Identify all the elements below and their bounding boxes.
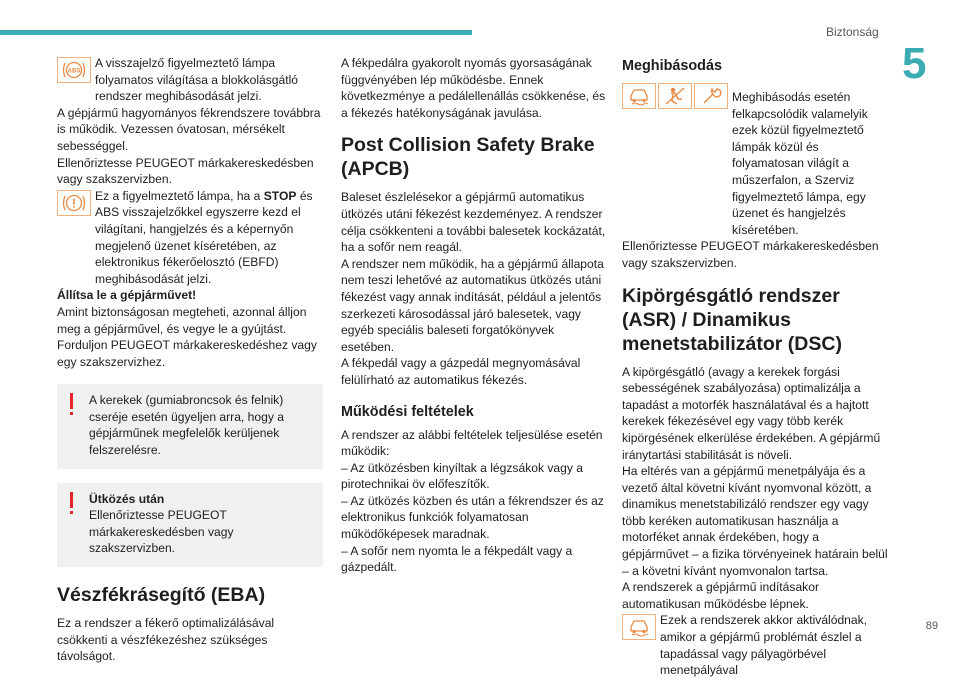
asr-dsc-heading: Kipörgésgátló rendszer (ASR) / Dinamikus menetstabilizátor (DSC) — [622, 284, 842, 355]
brake-warning-icon — [57, 190, 91, 216]
stop-paragraph-2: Forduljon PEUGEOT márkakereskedéshez vagy egy szakszervizhez. — [57, 338, 317, 369]
eba-continued-text: A fékpedálra gyakorolt nyomás gyorsaságának függvényében lép működésbe. Ennek következménye a pedálellenállás csökkenése, és a fékezés hatékonyságának javulása. — [341, 56, 606, 120]
after-collision-title: Ütközés után — [89, 491, 165, 506]
brake-warning-block — [57, 188, 323, 288]
svg-text:ABS: ABS — [67, 68, 81, 75]
wheel-change-note — [57, 384, 323, 468]
condition-item: – Az ütközésben kinyíltak a légzsákok vagy a pirotechnikai öv előfeszítők. — [341, 460, 584, 492]
apcb-paragraph-1: Baleset észlelésekor a gépjármű automatikus ütközés utáni fékezést kezdeményez. A rendszer célja csökkenteni a további balesetek kockázatát, ha a sofőr nem reagál. — [341, 190, 606, 255]
fault-icon-text: Meghibásodás esetén felkapcsolódik valamelyik ezek közül figyelmeztető lámpák közül és folyamatosan világít a műszerfalon, a Szerviz figyelmeztető lámpa, egy üzenet és hangjelzés kíséretében. — [732, 90, 868, 237]
apcb-paragraph-3: A fékpedál vagy a gázpedál megnyomásával felülírható az automatikus fékezés. — [341, 356, 581, 387]
service-wrench-icon — [694, 83, 728, 109]
asr-paragraph-3: A rendszerek a gépjármű indításakor automatikusan működésbe lépnek. — [622, 580, 819, 611]
apcb-paragraph-2: A rendszer nem működik, ha a gépjármű állapota nem teszi lehetővé az automatikus ütközés utáni fékezést vagy annak indítását, például a jelentős szerkezeti károsodással járó balesetek, vagy egyéb speciális baleseti forgatókönyvek esetében. — [341, 256, 604, 354]
abs-paragraph-2: Ellenőriztesse PEUGEOT márkakereskedésben vagy szakszervizben. — [57, 155, 314, 187]
eba-text: Ez a rendszer a fékerő optimalizálásával csökkenti a vészfékezéshez szükséges távolságot. — [57, 616, 275, 664]
stop-label: STOP — [263, 188, 297, 203]
abs-paragraph-1: A gépjármű hagyományos fékrendszere továbbra is működik. Vezessen óvatosan, mérsékelt sebességgel. — [57, 105, 321, 153]
esc-car-skid-icon — [622, 614, 656, 640]
section-title: Biztonság — [826, 25, 879, 39]
after-collision-text: Ellenőriztesse PEUGEOT márkakereskedésben vagy szakszervizben. — [89, 508, 234, 556]
stop-paragraph-1: Amint biztonságosan megteheti, azonnal álljon meg a gépjárművel, és vegye le a gyújtást. — [57, 304, 307, 336]
abs-warning-icon — [57, 57, 91, 83]
asr-icon-block — [622, 612, 888, 678]
fault-paragraph: Ellenőriztesse PEUGEOT márkakereskedésben vagy szakszervizben. — [622, 239, 879, 270]
apcb-heading: Post Collision Safety Brake (APCB) — [341, 134, 595, 181]
page-number: 89 — [925, 620, 938, 632]
condition-item: – Az ütközés közben és után a fékrendszer és az elektronikus funkciók folyamatosan működőképesek maradnak. — [341, 493, 604, 542]
condition-item: – A sofőr nem nyomta le a fékpedált vagy a gázpedált. — [341, 543, 573, 575]
after-collision-note — [57, 483, 323, 567]
chapter-number: 5 — [902, 39, 927, 88]
stop-vehicle-instruction: Állítsa le a gépjárművet! — [57, 288, 197, 303]
column-2 — [341, 55, 607, 576]
airbag-warning-icon — [658, 83, 692, 109]
column-1 — [57, 55, 323, 665]
fault-icons-block — [622, 81, 888, 238]
abs-warning-text: A visszajelző figyelmeztető lámpa folyamatos világítása a blokkolásgátló rendszer meghibásodását jelzi. — [95, 56, 299, 104]
conditions-intro: A rendszer az alábbi feltételek teljesülése esetén működik: — [341, 427, 603, 459]
column-3 — [622, 55, 888, 679]
asr-paragraph-1: A kipörgésgátló (avagy a kerekek forgási sebességének szabályozása) optimalizálja a tapadást a motorfék használatával és a hajtott kerekek fékezésével egy vagy több kerék kipörgésének elkerülése érdekében. A gépjármű iránytartási stabilitását is növeli. — [622, 364, 881, 462]
warning-exclamation-icon — [70, 492, 73, 508]
header-accent-bar — [0, 30, 472, 35]
asr-icon-text: Ezek a rendszerek akkor aktiválódnak, amikor a gépjármű problémát észlel a tapadással vagy pályagörbével menetpályával — [660, 613, 868, 678]
esc-car-skid-icon — [622, 83, 656, 109]
asr-paragraph-2: Ha eltérés van a gépjármű menetpályája és a vezető által követni kívánt nyomvonal között, a dinamikus menetstabilizáló rendszer egy vagy több keréken automatikusan használja a motorféket annak érdekében, hogy a gépjárművet – a fizika törvényeinek határain belül – a követni kívánt nyomvonalon tartsa. — [622, 464, 888, 578]
warning-exclamation-icon — [70, 393, 73, 409]
brake-warning-text: Ez a figyelmeztető lámpa, ha a STOP és ABS visszajelzőkkel egyszerre kezd el világítani, hangjelzés és a képernyőn megjelenő üzenet kíséretében, az elektronikus fékerőelosztó (EBFD) meghibásodását jelzi. — [95, 188, 313, 286]
fault-heading: Meghibásodás — [622, 58, 722, 74]
wheel-change-note-text: A kerekek (gumiabroncsok és felnik) cseréje esetén ügyeljen arra, hogy a gépjárműnek megfelelők kerüljenek felszerelésre. — [89, 393, 284, 458]
eba-heading: Vészfékrásegítő (EBA) — [57, 584, 266, 607]
operating-conditions-heading: Működési feltételek — [341, 403, 474, 420]
abs-warning-block — [57, 55, 323, 105]
